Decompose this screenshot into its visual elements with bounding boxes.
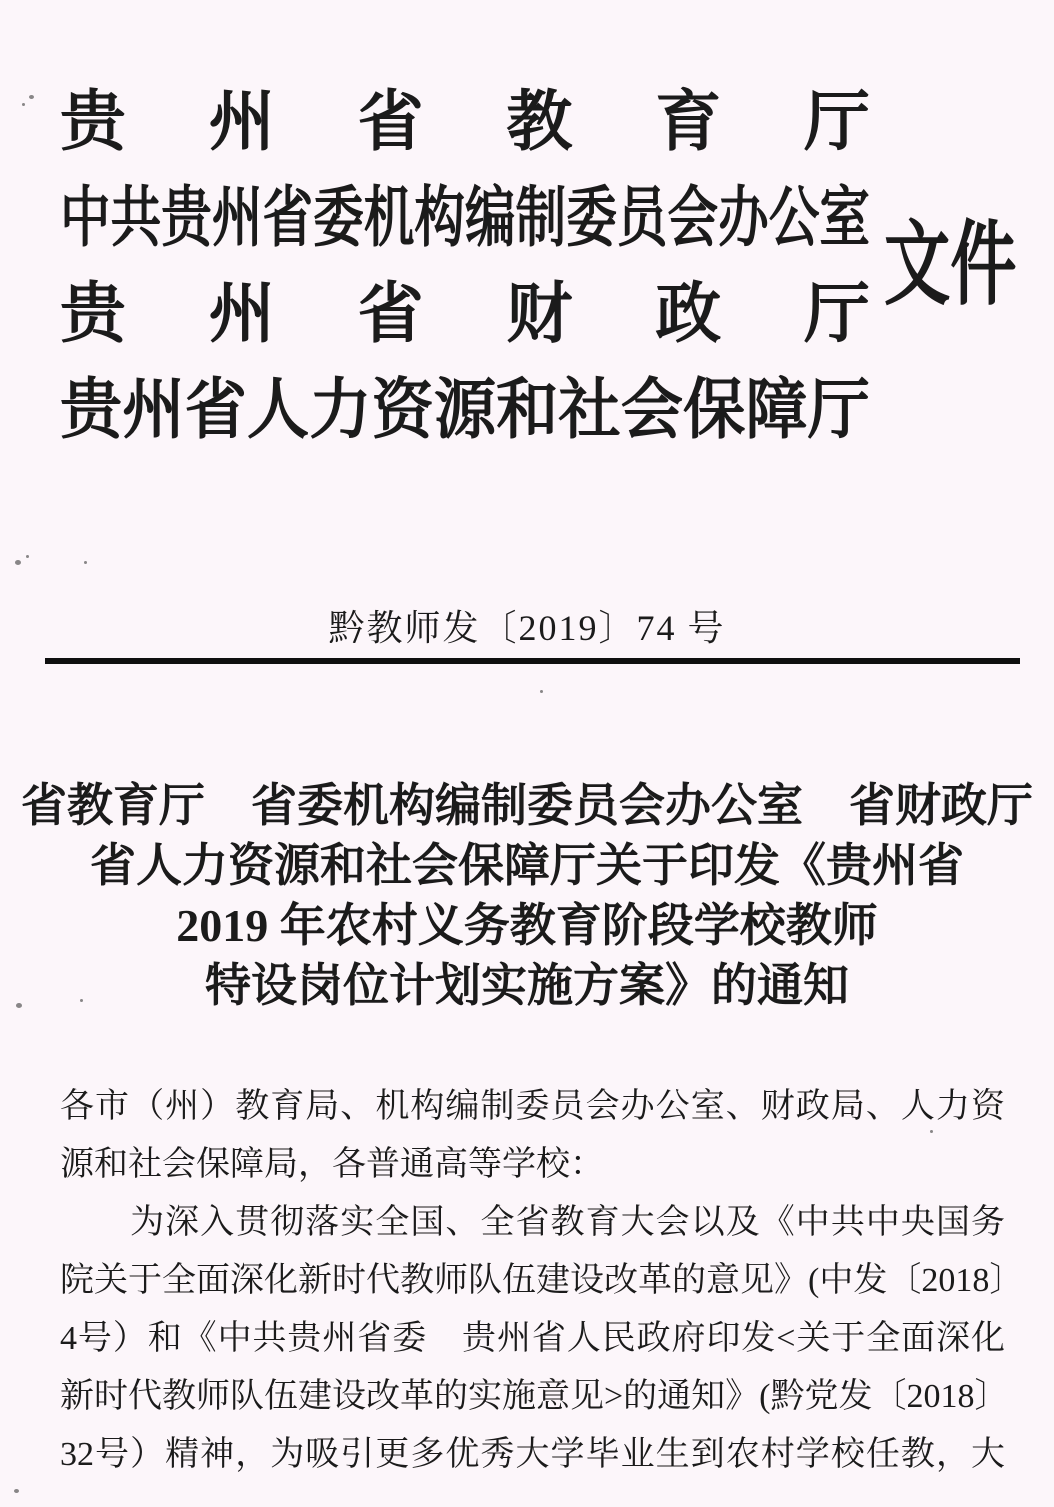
issuer-line-education-dept bbox=[60, 75, 953, 171]
scan-speck bbox=[15, 560, 21, 565]
title-line: 特设岗位计划实施方案》的通知 bbox=[205, 960, 849, 1011]
body-line-recipients-1: 各市（州）教育局、机构编制委员会办公室、财政局、人力资 bbox=[60, 1088, 1005, 1125]
body-line-paragraph-3: 4号）和《中共贵州省委 贵州省人民政府印发<关于全面深化 bbox=[60, 1320, 1005, 1357]
scan-speck bbox=[29, 95, 34, 99]
letterhead bbox=[0, 0, 1054, 459]
body-line-paragraph-4: 新时代教师队伍建设改革的实施意见>的通知》(黔党发〔2018〕 bbox=[60, 1378, 1009, 1415]
document-body bbox=[60, 1078, 1024, 1484]
issuer-line-finance-dept bbox=[60, 267, 953, 363]
reference-number: 黔教师发〔2019〕74 号 bbox=[328, 608, 726, 648]
issuer-line-committee-office bbox=[60, 171, 870, 267]
body-line-paragraph-1: 为深入贯彻落实全国、全省教育大会以及《中共中央国务 bbox=[60, 1204, 1005, 1241]
document-title bbox=[0, 776, 1054, 1016]
scan-speck bbox=[930, 1130, 933, 1133]
body-line-paragraph-5: 32号）精神，为吸引更多优秀大学毕业生到农村学校任教，大 bbox=[60, 1436, 1005, 1473]
scan-speck bbox=[84, 561, 87, 564]
issuer-line-hr-social-security-dept bbox=[60, 363, 870, 459]
scan-speck bbox=[16, 1003, 22, 1008]
issuer-text: 贵州省教育厅 bbox=[60, 86, 953, 159]
issuer-text: 贵州省人力资源和社会保障厅 bbox=[60, 374, 870, 447]
document-mark bbox=[884, 215, 1054, 342]
scan-speck bbox=[22, 103, 25, 106]
scan-speck bbox=[26, 555, 29, 558]
issuer-text: 贵州省财政厅 bbox=[60, 278, 953, 351]
body-line-recipients-2: 源和社会保障局，各普通高等学校： bbox=[60, 1146, 604, 1183]
title-line: 2019 年农村义务教育阶段学校教师 bbox=[176, 900, 878, 951]
document-mark-text: 文件 bbox=[884, 214, 1017, 316]
scan-speck bbox=[14, 1489, 19, 1493]
scan-speck bbox=[540, 690, 543, 693]
scan-speck bbox=[80, 999, 83, 1002]
body-line-paragraph-2: 院关于全面深化新时代教师队伍建设改革的意见》(中发〔2018〕 bbox=[60, 1262, 1024, 1299]
issuer-text: 中共贵州省委机构编制委员会办公室 bbox=[60, 182, 870, 255]
divider-rule bbox=[45, 658, 1020, 664]
title-line: 省教育厅 省委机构编制委员会办公室 省财政厅 bbox=[21, 780, 1033, 831]
title-line: 省人力资源和社会保障厅关于印发《贵州省 bbox=[90, 840, 964, 891]
